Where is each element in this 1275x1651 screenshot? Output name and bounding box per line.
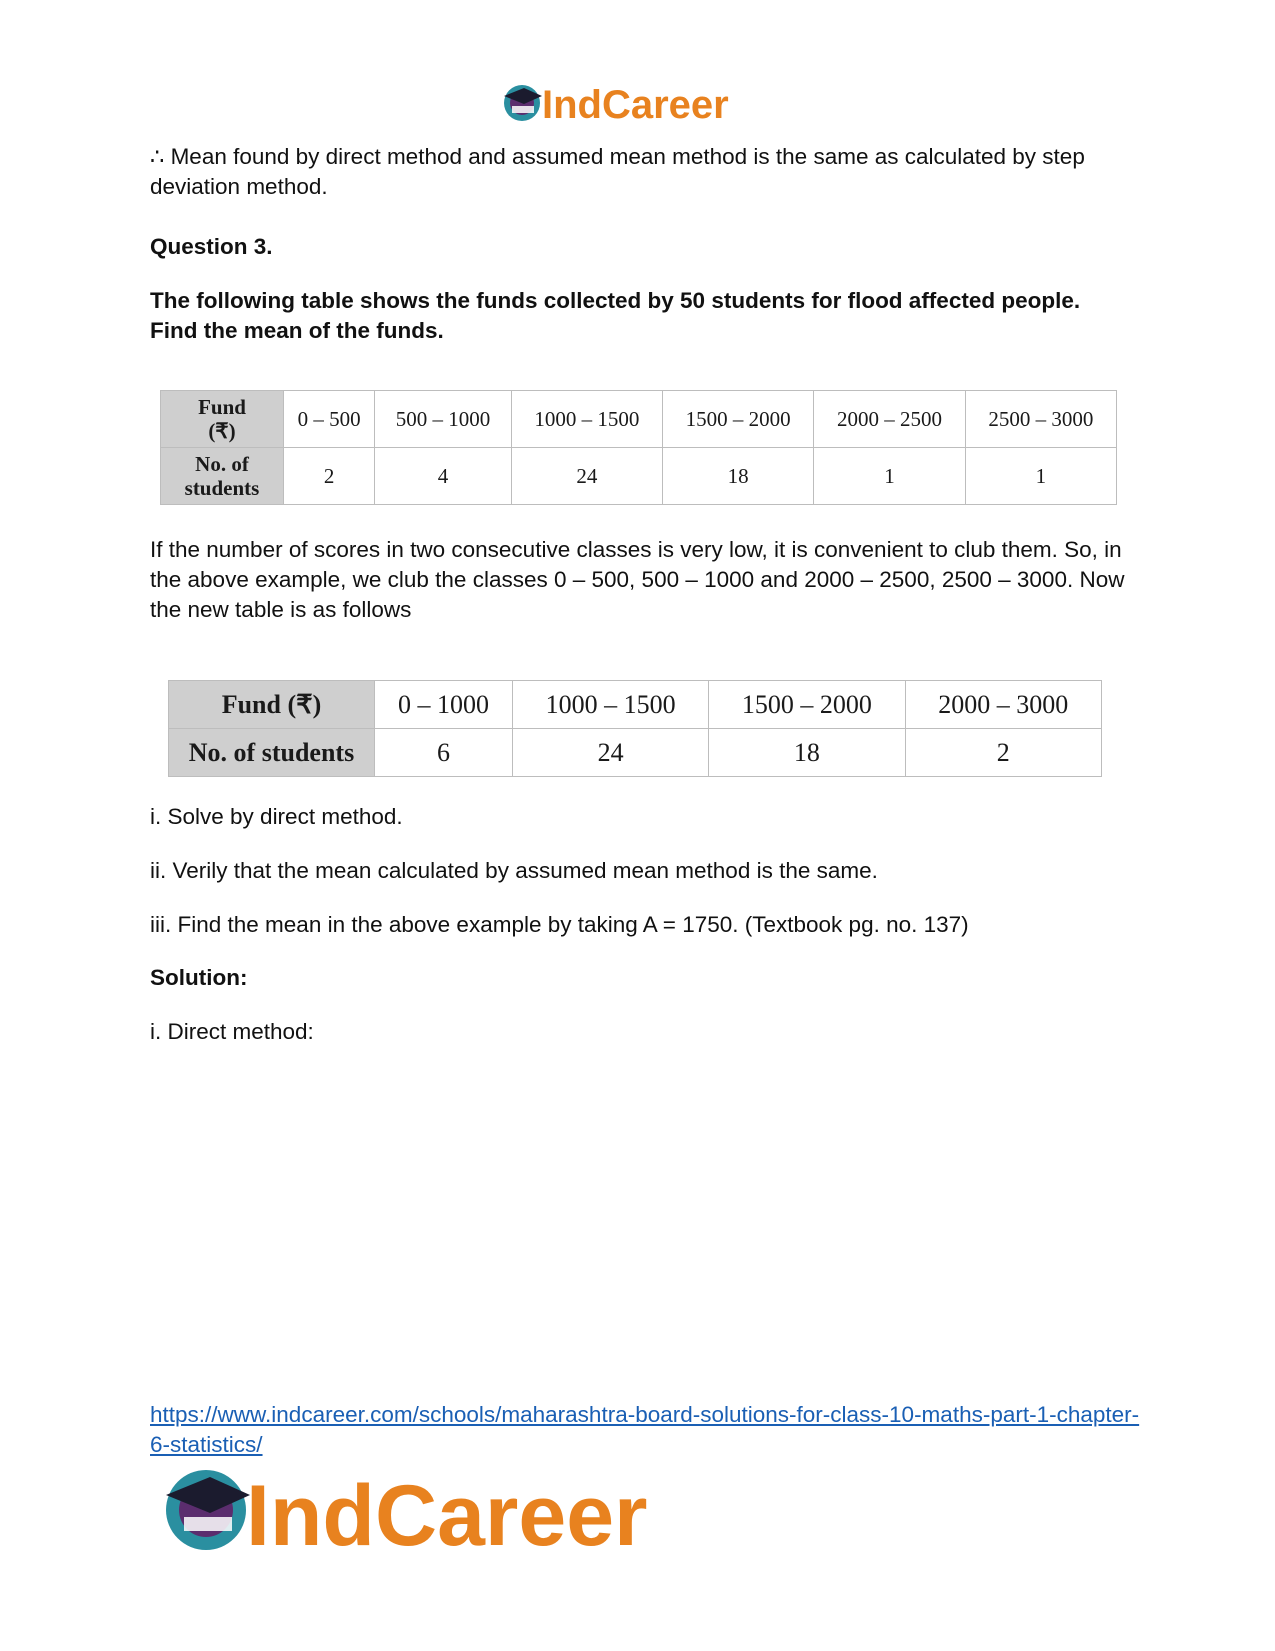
table-header-students: No. of students — [169, 729, 375, 777]
question-label: Question 3. — [150, 234, 273, 259]
table-cell: 1000 – 1500 — [511, 391, 662, 448]
solution-step: i. Direct method: — [150, 1019, 314, 1044]
table-cell: 1500 – 2000 — [709, 681, 905, 729]
table-cell: 0 – 1000 — [375, 681, 513, 729]
header-line: No. of — [195, 452, 249, 476]
table-header-students — [161, 448, 284, 505]
header-line: (₹) — [208, 419, 236, 443]
table-cell: 24 — [512, 729, 708, 777]
funds-table — [160, 390, 1117, 505]
graduation-cap-icon — [504, 85, 542, 121]
table-cell: 1 — [814, 448, 965, 505]
table-cell: 24 — [511, 448, 662, 505]
table-row — [169, 681, 1102, 729]
club-explanation-text: If the number of scores in two consecutive classes is very low, it is convenient to club them. So, in the above example, we club the classes 0 – 500, 500 – 1000 and 2000 – 2500, 2500 – 3000. Now the new table is as follows — [150, 537, 1125, 622]
table-cell: 18 — [709, 729, 905, 777]
solution-label: Solution: — [150, 965, 248, 990]
clubbed-funds-table — [168, 680, 1102, 777]
table-row — [161, 448, 1117, 505]
table-cell: 1000 – 1500 — [512, 681, 708, 729]
task-item: iii. Find the mean in the above example by taking A = 1750. (Textbook pg. no. 137) — [150, 912, 969, 937]
task-item: i. Solve by direct method. — [150, 804, 403, 829]
table-cell: 1500 – 2000 — [663, 391, 814, 448]
table-header-fund: Fund (₹) — [169, 681, 375, 729]
table-row — [161, 391, 1117, 448]
task-item: ii. Verily that the mean calculated by assumed mean method is the same. — [150, 858, 878, 883]
footer-source-link[interactable]: https://www.indcareer.com/schools/maharashtra-board-solutions-for-class-10-maths-part-1-chapter-6-statistics/ — [150, 1402, 1140, 1457]
header-line: Fund — [198, 395, 246, 419]
table-cell: 0 – 500 — [284, 391, 375, 448]
table-cell: 2 — [905, 729, 1101, 777]
table-cell: 4 — [375, 448, 511, 505]
table-cell: 2000 – 2500 — [814, 391, 965, 448]
indcareer-logo — [158, 1455, 698, 1565]
table-cell: 2000 – 3000 — [905, 681, 1101, 729]
table-cell: 2500 – 3000 — [965, 391, 1116, 448]
question-text: The following table shows the funds collected by 50 students for flood affected people. Find the mean of the funds. — [150, 288, 1081, 343]
table-row — [169, 729, 1102, 777]
table-cell: 1 — [965, 448, 1116, 505]
table-cell: 2 — [284, 448, 375, 505]
logo-wordmark: IndCareer — [246, 1468, 648, 1564]
graduation-cap-icon — [166, 1470, 250, 1550]
logo-wordmark: IndCareer — [542, 83, 729, 127]
table-cell: 18 — [663, 448, 814, 505]
conclusion-text: ∴ Mean found by direct method and assumed mean method is the same as calculated by step deviation method. — [150, 144, 1085, 199]
indcareer-logo — [500, 78, 780, 128]
table-cell: 6 — [375, 729, 513, 777]
table-header-fund — [161, 391, 284, 448]
table-cell: 500 – 1000 — [375, 391, 511, 448]
header-line: students — [184, 476, 260, 500]
